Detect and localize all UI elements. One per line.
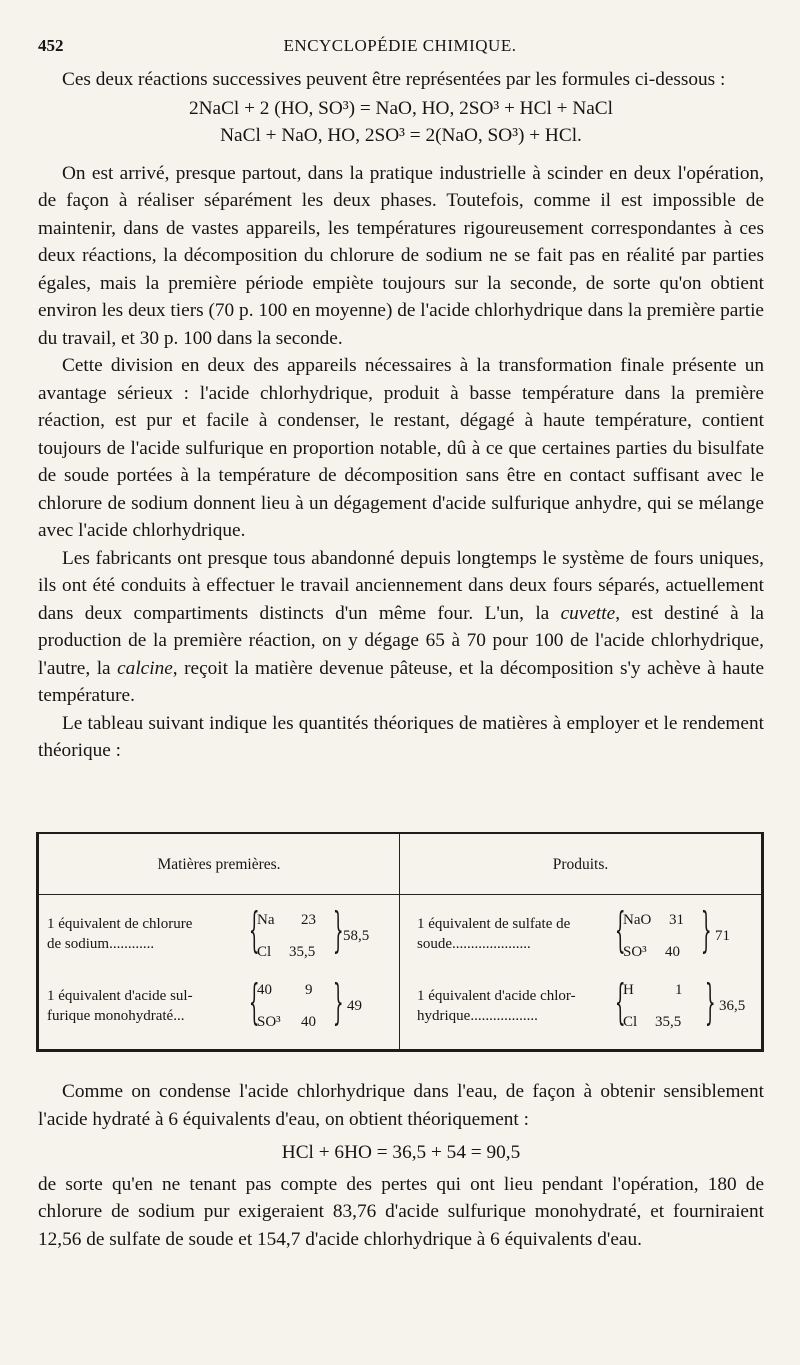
right-brace: } [332, 974, 344, 1030]
paragraph-condense: Comme on condense l'acide chlorhydrique dans l'eau, de façon à obtenir sensiblement l'acide hydraté à 6 équivalents d'eau, on obtient théoriquement : [38, 1081, 764, 1130]
row-total: 36,5 [719, 998, 746, 1014]
element-value: 9 [305, 982, 313, 998]
quantities-table [36, 832, 764, 1052]
table-row [417, 986, 576, 1026]
element-symbol: Na [257, 912, 275, 928]
formula-2: NaCl + NaO, HO, 2SO³ = 2(NaO, SO³) + HCl. [220, 125, 582, 146]
row-total: 49 [347, 998, 362, 1014]
element-value: 35,5 [655, 1014, 682, 1030]
row-total: 58,5 [343, 928, 370, 944]
table-column-divider [399, 834, 400, 1049]
page-number: 452 [38, 36, 64, 55]
fours-text-a: Les fabricants ont presque tous abandonné depuis longtemps le système de fours uniques, ils ont été conduits à effectuer le travail anciennement dans deux fours séparés, actuellement dans deux compartiments distincts d'un même four. L'un, la [38, 547, 764, 624]
right-brace: } [332, 902, 344, 958]
row-label-line-2: furique monohydraté... [47, 1008, 185, 1024]
row-total: 71 [715, 928, 730, 944]
page-header [38, 36, 762, 60]
table-row [47, 986, 193, 1026]
running-title: ENCYCLOPÉDIE CHIMIQUE. [283, 36, 517, 55]
element-symbol: Cl [257, 944, 272, 960]
element-symbol: Cl [623, 1014, 638, 1030]
row-label-line-2: de sodium............ [47, 936, 155, 952]
right-brace: } [700, 902, 712, 958]
row-label-line-2: soude..................... [417, 936, 531, 952]
element-symbol: NaO [623, 912, 652, 928]
table-header-rule [39, 894, 761, 895]
table-row [47, 914, 192, 954]
paragraph-tableau-intro: Le tableau suivant indique les quantités théoriques de matières à employer et le rendement théorique : [38, 712, 764, 761]
paragraph-operation: On est arrivé, presque partout, dans la pratique industrielle à scinder en deux l'opération, de façon à réaliser séparément les deux phases. Toutefois, comme il est impossible de maintenir, dans de vastes appareils, les températures rigoureusement correspondantes à ces deux réactions, la décomposition du chlorure de sodium ne se fait pas en réalité par parties égales, mais la première période empiète toujours sur la seconde, de sorte qu'on obtient environ les deux tiers (70 p. 100 en moyenne) de l'acide chlorhydrique dans la première partie du travail, et 30 p. 100 dans la seconde. [38, 162, 764, 349]
fours-text-b: , est destiné à la production de la première réaction, on y dégage 65 à 70 pour 100 de l'acide chlorhydrique, l'autre, la [38, 602, 764, 679]
fours-text-c: , reçoit la matière devenue pâteuse, et la décomposition s'y achève à haute température. [38, 657, 764, 706]
element-symbol: SO³ [257, 1014, 281, 1030]
element-symbol: SO³ [623, 944, 647, 960]
row-label-line-2: hydrique.................. [417, 1008, 538, 1024]
paragraph-conclusion: de sorte qu'en ne tenant pas compte des pertes qui ont lieu pendant l'opération, 180 de chlorure de sodium pur exigeraient 83,76 d'acide sulfurique monohydraté, et fourniraient 12,56 de sulfate de soude et 154,7 d'acide chlorhydrique à 6 équivalents d'eau. [38, 1173, 764, 1250]
row-label-line-1: 1 équivalent de sulfate de [417, 916, 571, 932]
paragraph-division: Cette division en deux des appareils nécessaires à la transformation finale présente un avantage sérieux : l'acide chlorhydrique, produit à basse température dans la première réaction, est pur et facile à condenser, le restant, dégagé à haute température, contient toujours de l'acide sulfurique en proportion notable, dû à ce que certaines parties du bisulfate de soude portées à la température de décomposition sans être en contact suffisant avec le chlorure de sodium donnent lieu à un dégagement d'acide sulfurique anhydre, qui se mélange avec l'acide chlorhydrique. [38, 355, 764, 541]
formula-1: 2NaCl + 2 (HO, SO³) = NaO, HO, 2SO³ + HCl + NaCl [188, 97, 614, 119]
element-symbol: H [623, 982, 634, 998]
formula-3: HCl + 6HO = 36,5 + 54 = 90,5 [281, 1142, 521, 1163]
element-symbol: 40 [257, 982, 272, 998]
left-brace: { [614, 902, 626, 958]
row-label-line-1: 1 équivalent de chlorure [47, 916, 193, 932]
term-calcine: calcine [117, 657, 173, 679]
paragraph-intro: Ces deux réactions successives peuvent être représentées par les formules ci-dessous : [62, 69, 726, 90]
element-value: 40 [665, 944, 680, 960]
row-label-line-1: 1 équivalent d'acide sul- [47, 988, 193, 1004]
element-value: 35,5 [289, 944, 316, 960]
element-value: 31 [669, 912, 684, 928]
paragraph-fours [38, 545, 764, 710]
right-brace: } [704, 974, 716, 1030]
table-header-matieres: Matières premières. [157, 856, 281, 873]
left-brace: { [248, 902, 260, 958]
element-value: 23 [301, 912, 316, 928]
text-block-bottom [38, 1078, 764, 1253]
left-brace: { [248, 974, 260, 1030]
left-brace: { [614, 974, 626, 1030]
table-row [417, 914, 570, 954]
element-value: 1 [675, 982, 683, 998]
element-value: 40 [301, 1014, 316, 1030]
term-cuvette: cuvette [560, 602, 616, 624]
row-label-line-1: 1 équivalent d'acide chlor- [417, 988, 576, 1004]
table-header-produits: Produits. [552, 856, 609, 873]
text-block-top [38, 66, 764, 765]
